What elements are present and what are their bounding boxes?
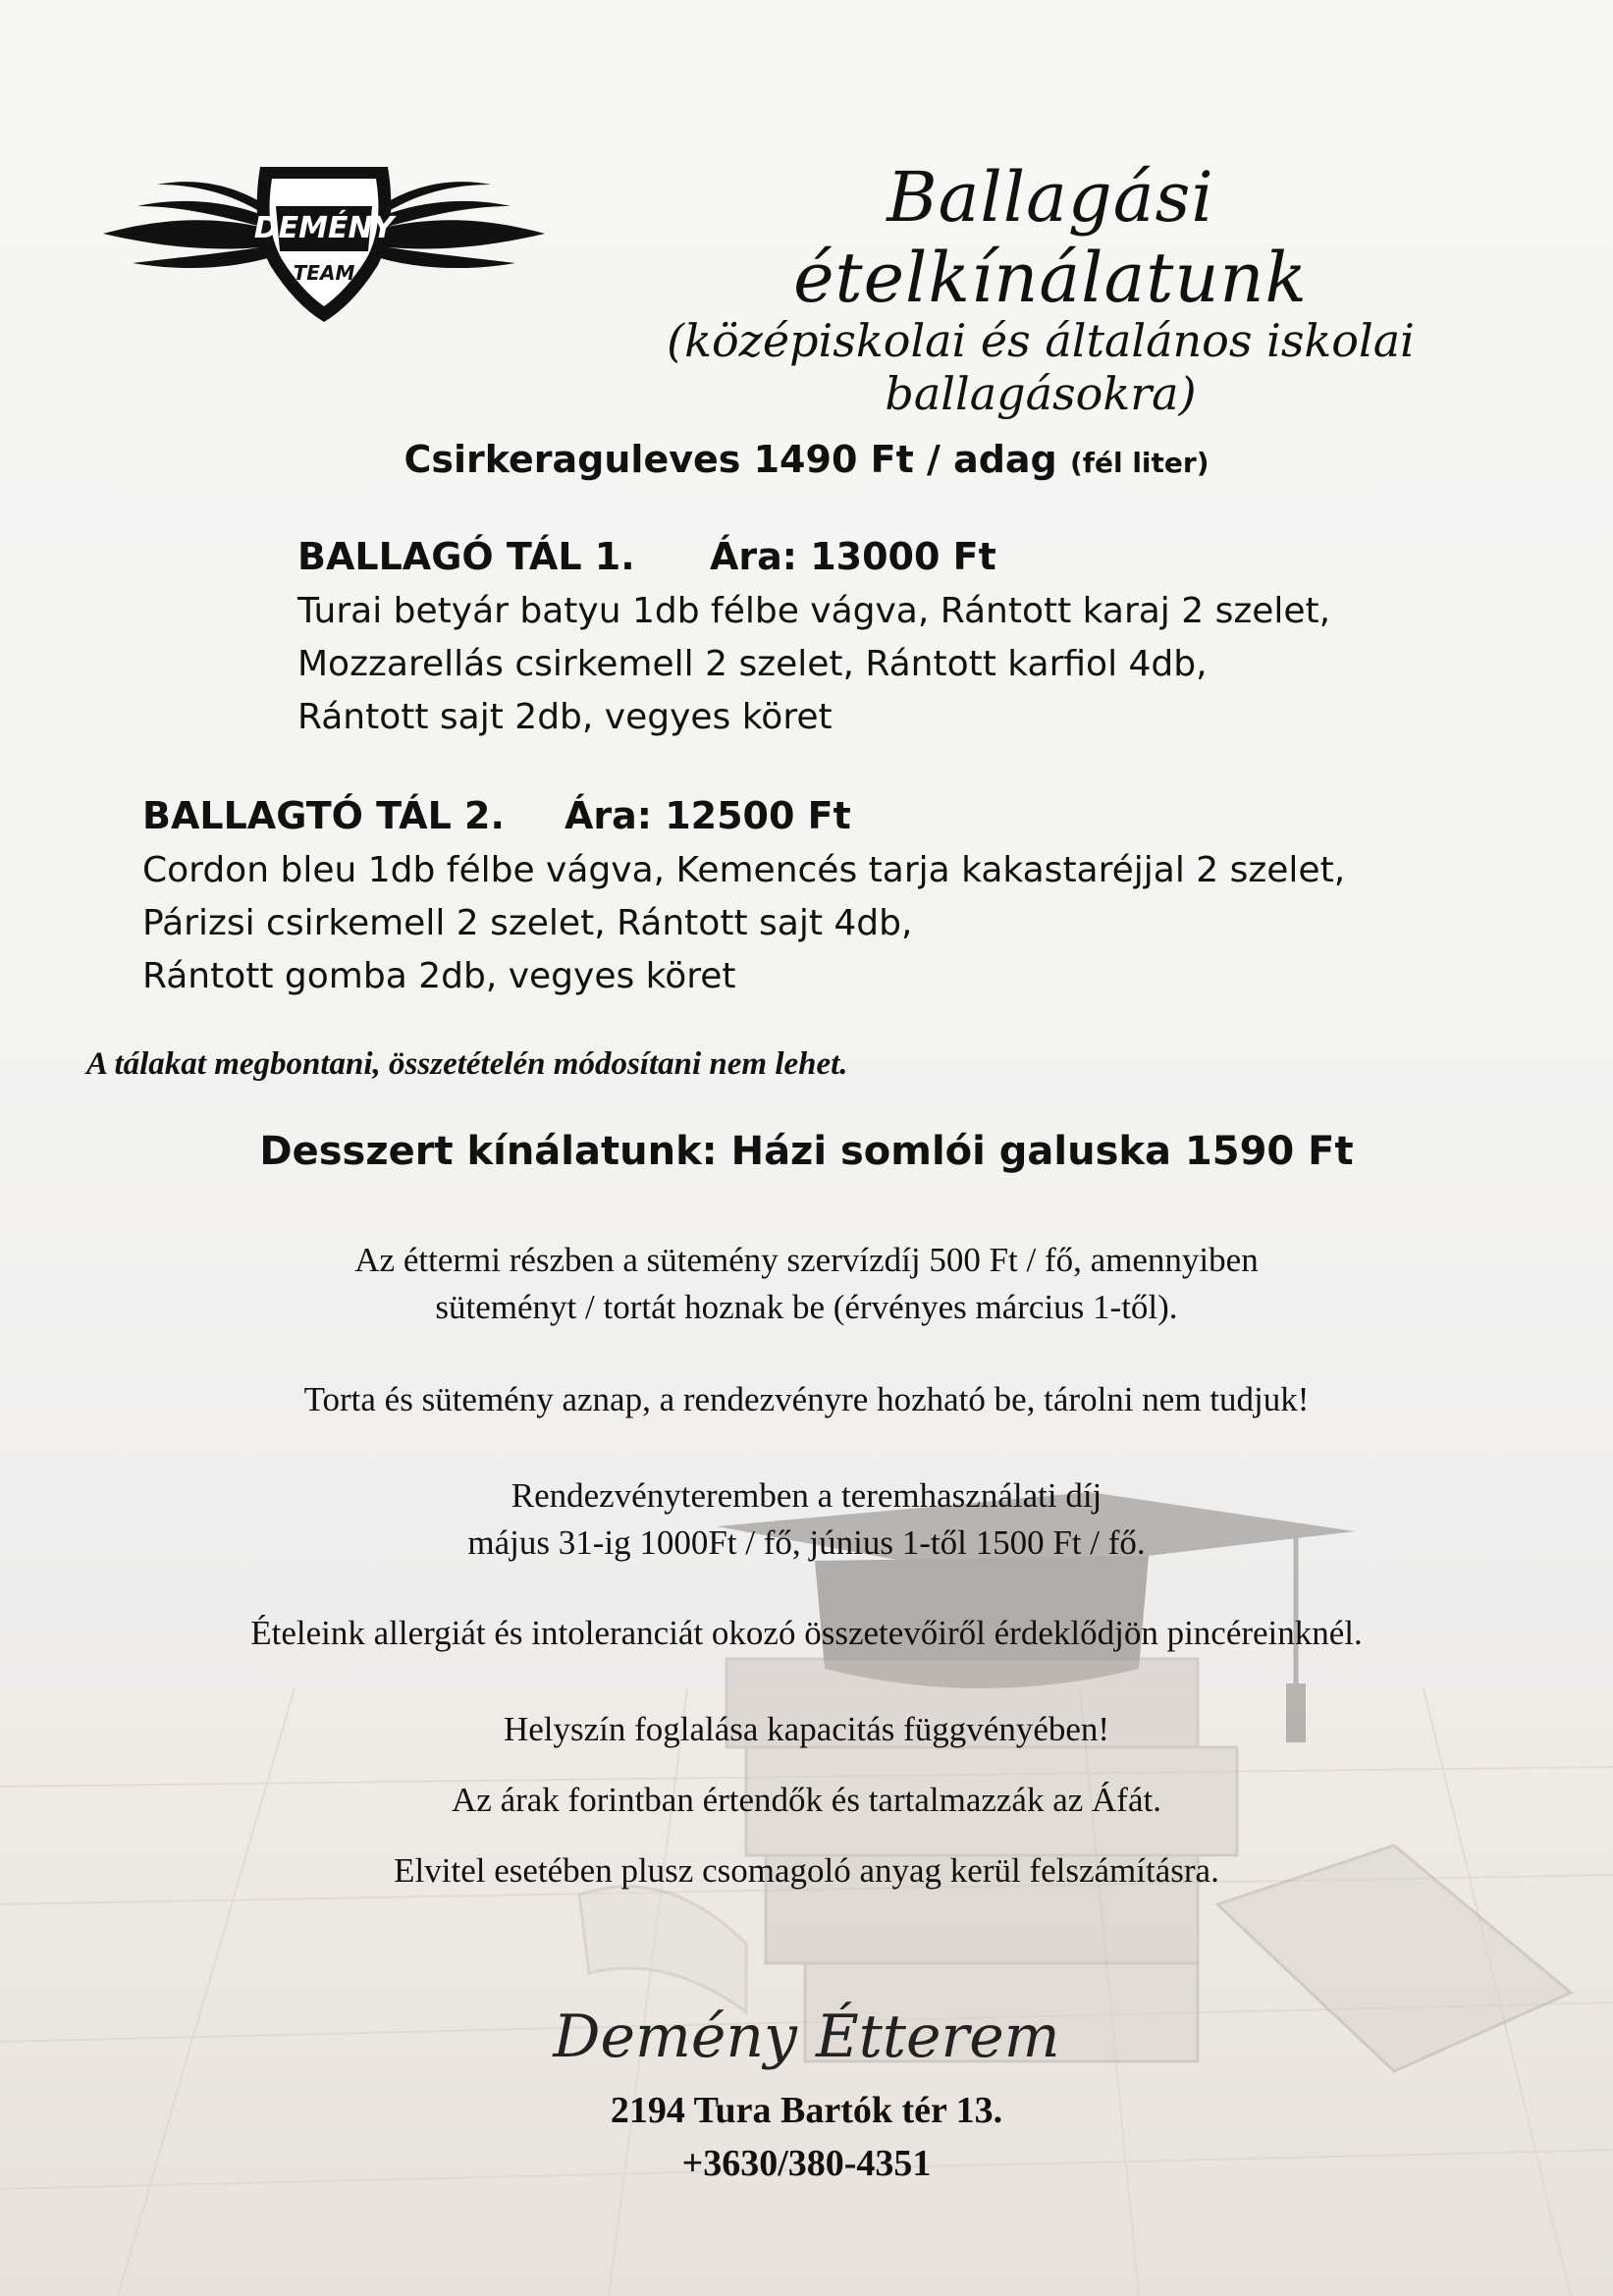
platter-1 xyxy=(297,530,1330,744)
demeny-team-logo xyxy=(103,157,545,334)
platter-2-name: BALLAGTÓ TÁL 2. xyxy=(142,794,505,837)
price-info: Az árak forintban értendők és tartalmazzák az Áfát. xyxy=(452,1781,1161,1819)
service-fee-info xyxy=(0,1237,1613,1331)
platter-2-line: Párizsi csirkemell 2 szelet, Rántott sajt 4db, xyxy=(142,903,913,943)
allergy-info: Ételeink allergiát és intoleranciát okozó összetevőiről érdeklődjön pincéreinknél. xyxy=(250,1614,1363,1652)
platter-notice: A tálakat megbontani, összetételén módosítani nem lehet. xyxy=(86,1046,848,1082)
info-line: Az éttermi részben a sütemény szervízdíj 500 Ft / fő, amennyiben xyxy=(354,1241,1259,1279)
page-subtitle: (középiskolai és általános iskolai ballagásokra) xyxy=(667,314,1415,420)
logo-text-main: DEMÉNY xyxy=(253,211,395,245)
room-fee-info xyxy=(0,1472,1613,1567)
info-line: Rendezvényteremben a teremhasználati díj xyxy=(511,1476,1102,1515)
platter-2-line: Rántott gomba 2db, vegyes köret xyxy=(142,956,736,996)
soup-text: Csirkeraguleves 1490 Ft / adag xyxy=(403,438,1057,481)
platter-1-name: BALLAGÓ TÁL 1. xyxy=(297,535,635,578)
platter-1-price: Ára: 13000 Ft xyxy=(710,535,996,578)
platter-2-price: Ára: 12500 Ft xyxy=(565,794,851,837)
restaurant-signature: Demény Étterem xyxy=(553,2002,1060,2071)
flames-right-icon xyxy=(370,182,545,268)
cake-info: Torta és sütemény aznap, a rendezvényre hozható be, tárolni nem tudjuk! xyxy=(303,1380,1310,1418)
info-line: süteményt / tortát hoznak be (érvényes március 1-től). xyxy=(435,1288,1178,1326)
soup-offer xyxy=(0,438,1613,481)
takeaway-info: Elvitel esetében plusz csomagoló anyag kerül felszámításra. xyxy=(394,1851,1219,1890)
booking-info: Helyszín foglalása kapacitás függvényében! xyxy=(503,1710,1110,1748)
phone-number: +3630/380-4351 xyxy=(681,2143,932,2184)
platter-1-line: Mozzarellás csirkemell 2 szelet, Rántott karfiol 4db, xyxy=(297,644,1208,684)
soup-note: (fél liter) xyxy=(1070,447,1210,479)
platter-2 xyxy=(142,789,1345,1003)
dessert-offer: Desszert kínálatunk: Házi somlói galuska 1590 Ft xyxy=(259,1129,1354,1174)
platter-2-line: Cordon bleu 1db félbe vágva, Kemencés tarja kakastaréjjal 2 szelet, xyxy=(142,850,1346,890)
address: 2194 Tura Bartók tér 13. xyxy=(610,2090,1003,2131)
page-title: Ballagási ételkínálatunk xyxy=(793,157,1308,318)
logo-text-sub: TEAM xyxy=(293,261,355,285)
flames-left-icon xyxy=(103,182,278,268)
info-line: május 31-ig 1000Ft / fő, június 1-től 1500 Ft / fő. xyxy=(467,1523,1146,1562)
platter-1-line: Rántott sajt 2db, vegyes köret xyxy=(297,697,833,737)
platter-1-line: Turai betyár batyu 1db félbe vágva, Rántott karaj 2 szelet, xyxy=(297,591,1331,631)
